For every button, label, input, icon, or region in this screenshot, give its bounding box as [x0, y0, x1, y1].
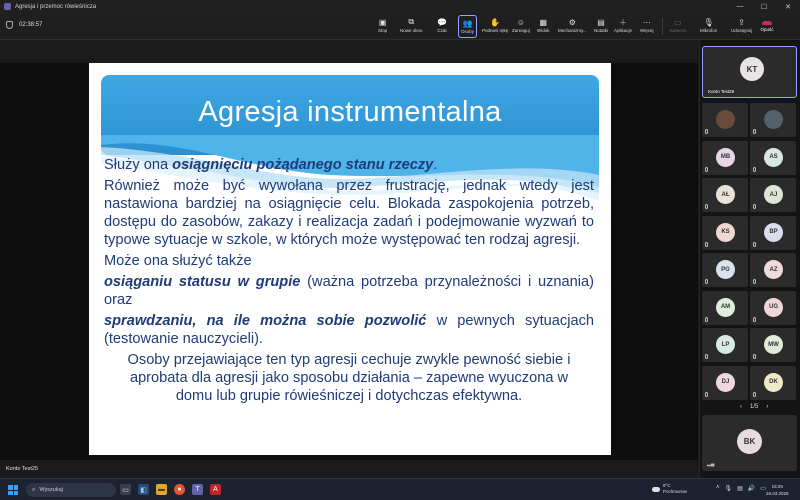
stop-icon: ▣	[378, 17, 387, 27]
taskbar-search[interactable]	[26, 483, 116, 497]
participant-tile[interactable]	[750, 253, 796, 287]
clock-time: 18:29	[771, 484, 783, 489]
mic-tray-icon[interactable]: 🎙	[724, 486, 733, 492]
mic-muted-icon	[705, 129, 708, 134]
apps-label: Aplikacje	[614, 28, 633, 33]
avatar: KT	[740, 57, 764, 81]
participant-tile[interactable]	[750, 178, 796, 212]
weather-desc: Pochmurnie	[663, 489, 688, 494]
mic-muted-icon	[705, 392, 708, 397]
avatar: PG	[716, 260, 735, 279]
mic-muted-icon	[705, 242, 708, 247]
avatar	[764, 110, 783, 129]
self-name: Konto Test29	[708, 89, 735, 94]
avatar: BK	[737, 429, 762, 454]
camera-button[interactable]	[670, 15, 686, 38]
raise-hand-button[interactable]	[482, 15, 508, 38]
avatar	[716, 110, 735, 129]
mic-button[interactable]	[700, 15, 717, 38]
system-tray	[716, 485, 766, 492]
mic-muted-icon	[705, 204, 708, 209]
chat-label: Czat	[437, 28, 447, 33]
more-label: Więcej	[640, 28, 654, 33]
mic-muted-icon	[753, 204, 756, 209]
teams-icon[interactable]: T	[192, 484, 203, 495]
new-window-icon: ⧉	[408, 17, 415, 26]
meeting-timer	[6, 21, 42, 29]
notes-button[interactable]	[594, 15, 608, 38]
toolbar-divider	[662, 18, 663, 35]
windows-taskbar	[0, 478, 800, 500]
share-button[interactable]	[731, 15, 752, 38]
mic-muted-icon	[705, 354, 708, 359]
close-icon[interactable]: ✕	[785, 3, 791, 11]
mechanisms-icon: ⚙	[568, 17, 576, 27]
search-icon: ⌕	[32, 486, 36, 493]
avatar: DJ	[716, 373, 735, 392]
participant-tile[interactable]	[750, 291, 796, 325]
pdf-reader-icon[interactable]: A	[210, 484, 221, 495]
window-titlebar	[0, 0, 800, 13]
mic-off-icon: 🎙	[703, 17, 714, 27]
slide-text: Służy ona	[104, 157, 173, 173]
participant-tile[interactable]	[702, 415, 797, 471]
apps-icon: ＋	[619, 17, 627, 27]
teams-logo-icon	[4, 3, 11, 10]
slide-paragraph: Osoby przejawiające ten typ agresji cechuje zwykle pewność siebie i aprobata dla agresji jako sposobu działania – zapewne wyuczona w domu lub grupie rówieśniczej i dotychczas efektywna.	[127, 352, 571, 404]
mechanisms-label: Mechanizmy...	[558, 28, 587, 33]
participant-tile[interactable]	[750, 328, 796, 362]
task-view-icon[interactable]: ▭	[120, 484, 131, 495]
widgets-icon[interactable]: ◧	[138, 484, 149, 495]
firefox-icon[interactable]: ●	[174, 484, 185, 495]
avatar: AŁ	[716, 185, 735, 204]
slide-title: Agresja instrumentalna	[198, 96, 502, 128]
people-button[interactable]	[458, 15, 477, 38]
shared-slide	[89, 63, 611, 455]
avatar: UG	[764, 298, 783, 317]
phone-icon	[760, 15, 774, 27]
participant-tile[interactable]	[702, 366, 748, 400]
new-window-label: Nowe okno	[400, 28, 423, 33]
more-icon: ⋯	[642, 17, 651, 27]
slide-paragraph: Może ona służyć także	[104, 253, 252, 269]
camera-label: Kamera	[670, 28, 686, 33]
search-placeholder: Wyszukaj	[39, 487, 63, 493]
avatar: MW	[764, 335, 783, 354]
react-label: Zareaguj	[512, 28, 530, 33]
participant-tile[interactable]	[702, 291, 748, 325]
cloud-icon	[652, 487, 660, 492]
mic-muted-icon	[753, 317, 756, 322]
participant-tile[interactable]	[750, 141, 796, 175]
presenter-label: Konto Test25	[0, 461, 698, 478]
new-window-button[interactable]	[400, 15, 423, 38]
more-button[interactable]	[640, 15, 654, 38]
chevron-left-icon[interactable]: ‹	[740, 404, 742, 410]
participant-pager	[740, 404, 768, 410]
avatar: MB	[716, 148, 735, 167]
taskbar-clock[interactable]	[766, 483, 789, 497]
mic-label: Mikrofon	[700, 28, 718, 33]
slide-text: .	[433, 157, 438, 173]
grid-icon: ▦	[539, 17, 548, 27]
people-label: Osoby	[461, 29, 475, 34]
share-label: Udostępnij	[731, 28, 753, 33]
participant-tile[interactable]	[702, 178, 748, 212]
slide-paragraph	[104, 156, 594, 174]
leave-label: Opuść	[760, 27, 774, 32]
shield-icon	[6, 21, 13, 29]
mechanisms-button[interactable]	[558, 15, 587, 38]
raise-hand-label: Podnieś rękę	[482, 28, 509, 33]
slide-emphasis: sprawdzaniu, na ile można sobie pozwolić	[104, 313, 427, 329]
window-title: Agresja i przemoc rówieśnicza	[15, 3, 97, 10]
avatar: BP	[764, 223, 783, 242]
avatar: AM	[716, 298, 735, 317]
battery-icon[interactable]: ▭	[760, 486, 766, 492]
mic-muted-icon	[753, 392, 756, 397]
slide-text: (ważna potrzeba przynależności i uznania) oraz	[104, 274, 594, 308]
participant-tile[interactable]	[702, 216, 748, 250]
volume-icon[interactable]: 🔊	[747, 486, 756, 492]
mic-muted-icon	[705, 279, 708, 284]
network-icon[interactable]: ▤	[737, 486, 743, 492]
smiley-icon: ☺	[516, 17, 525, 27]
meeting-toolbar	[0, 13, 800, 40]
mic-muted-icon	[753, 354, 756, 359]
notes-label: Notatki	[594, 28, 609, 33]
weather-temp: 8°C	[663, 483, 671, 488]
stop-button[interactable]	[378, 15, 387, 38]
participant-tile[interactable]	[750, 216, 796, 250]
participant-tile[interactable]	[702, 103, 748, 137]
camera-off-icon: ▭	[674, 17, 682, 27]
participant-tile[interactable]	[702, 328, 748, 362]
react-button[interactable]	[512, 15, 530, 38]
chat-icon: 💬	[437, 17, 447, 27]
minimize-icon[interactable]: —	[736, 3, 744, 10]
mic-muted-icon	[705, 317, 708, 322]
participant-tile[interactable]	[750, 366, 796, 400]
slide-emphasis: osiągnięciu pożądanego stanu rzeczy	[172, 157, 434, 173]
weather-widget[interactable]	[652, 483, 687, 495]
participant-tile[interactable]	[702, 253, 748, 287]
window-controls	[728, 0, 800, 13]
slide-paragraph: Również może być wywołana przez frustrację, jednak wtedy jest nastawiona bardziej na osiągnięcie celu. Blokada zaspokojenia potrzeb, dostępu do zasobów, zakazy i realizacja zadań i podejmowanie wyzwań to typowe sytuacje w szkole, w których może występować ten rodzaj agresji.	[104, 178, 594, 248]
slide-paragraph	[104, 273, 594, 309]
chat-button[interactable]	[437, 15, 447, 38]
mic-muted-icon	[753, 279, 756, 284]
meeting-timer-text: 02:38:57	[19, 22, 43, 28]
participant-tile[interactable]	[702, 141, 748, 175]
slide-body	[104, 156, 594, 405]
mic-muted-icon	[753, 242, 756, 247]
mic-muted-icon	[753, 167, 756, 172]
avatar: LP	[716, 335, 735, 354]
chevron-up-icon[interactable]: ˄	[716, 485, 720, 491]
mic-muted-icon	[705, 167, 708, 172]
slide-paragraph	[104, 312, 594, 348]
self-video-tile[interactable]	[702, 46, 797, 98]
slide-text: w pewnych sytuacjach (testowanie nauczycieli).	[104, 313, 594, 347]
view-label: Widok	[537, 28, 550, 33]
view-button[interactable]	[537, 15, 550, 38]
leave-button[interactable]	[760, 15, 774, 38]
stop-label: Stop	[378, 28, 388, 33]
avatar: AS	[764, 148, 783, 167]
avatar: AJ	[764, 185, 783, 204]
clock-date: 26.03.2026	[766, 491, 789, 496]
slide-emphasis: osiąganiu statusu w grupie	[104, 274, 301, 290]
mic-muted-icon	[753, 129, 756, 134]
chevron-right-icon[interactable]: ›	[766, 404, 769, 410]
signal-icon: ▂▄	[707, 461, 715, 467]
maximize-icon[interactable]: ☐	[760, 3, 768, 11]
avatar: AZ	[764, 260, 783, 279]
notes-icon: ▤	[597, 17, 605, 27]
avatar: DK	[764, 373, 783, 392]
windows-start-icon[interactable]	[8, 485, 18, 495]
participant-tile[interactable]	[750, 103, 796, 137]
people-icon: 👥	[462, 18, 473, 28]
page-indicator: 1/5	[750, 404, 759, 410]
file-explorer-icon[interactable]: ▬	[158, 486, 165, 493]
hand-icon: ✋	[490, 17, 501, 27]
apps-button[interactable]	[614, 15, 632, 38]
share-icon: ⇪	[738, 17, 745, 27]
avatar: KS	[716, 223, 735, 242]
